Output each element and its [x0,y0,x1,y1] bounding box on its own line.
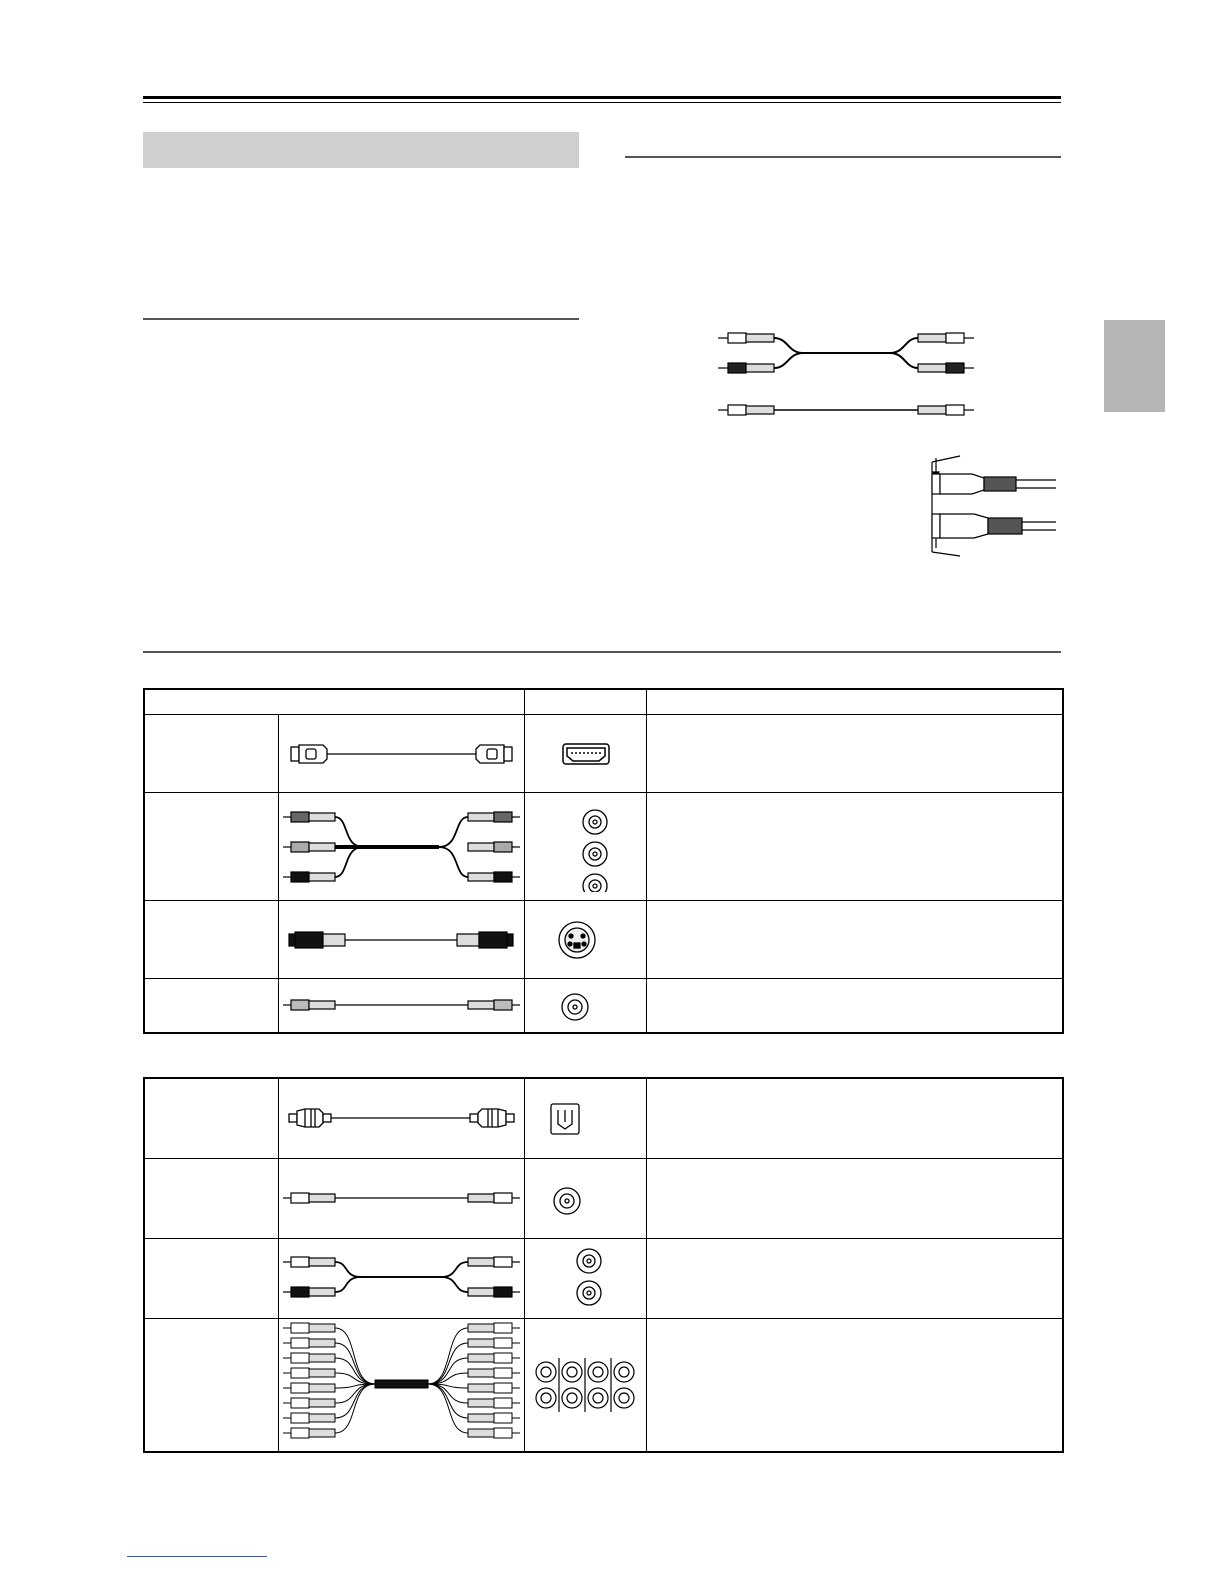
row-label [144,1318,279,1452]
table-row [144,1238,1063,1318]
row-description [647,1158,1064,1238]
table-row [144,1318,1063,1452]
header-rule-thick [143,96,1061,99]
row-label [144,1238,279,1318]
row-label [144,793,279,901]
plug-insertion-illustration [922,452,1062,560]
footer-link-underline [127,1556,267,1557]
row-label [144,979,279,1033]
row-label [144,1078,279,1158]
s-video-jack-icon [525,901,647,979]
optical-jack-icon [525,1078,647,1158]
subsection-rule-right [625,156,1061,158]
table-row [144,979,1063,1033]
coaxial-cable-icon [279,1158,525,1238]
header-jack [525,689,647,715]
table-row [144,715,1063,793]
row-description [647,1078,1064,1158]
header-description [647,689,1064,715]
table-row [144,1158,1063,1238]
subsection-rule-left [143,318,579,320]
optical-cable-icon [279,1078,525,1158]
table-row [144,1078,1063,1158]
analog-stereo-jacks-icon [525,1238,647,1318]
composite-video-jack-icon [525,979,647,1033]
multichannel-jacks-icon [525,1318,647,1452]
subsection-rule-full [143,651,1061,653]
chapter-side-tab [1104,320,1165,412]
row-label [144,901,279,979]
row-label [144,1158,279,1238]
hdmi-cable-icon [279,715,525,793]
composite-video-cable-icon [279,979,525,1033]
row-label [144,715,279,793]
rca-cables-illustration [718,326,976,422]
component-video-jacks-icon [525,793,647,901]
header-cable [144,689,525,715]
hdmi-jack-icon [525,715,647,793]
row-description [647,1238,1064,1318]
audio-connections-table [143,1077,1064,1453]
row-description [647,715,1064,793]
table-row [144,793,1063,901]
header-rule-thin [143,102,1061,103]
row-description [647,901,1064,979]
s-video-cable-icon [279,901,525,979]
component-video-cable-icon [279,793,525,901]
analog-stereo-cable-icon [279,1238,525,1318]
row-description [647,1318,1064,1452]
row-description [647,793,1064,901]
coaxial-jack-icon [525,1158,647,1238]
video-connections-table [143,688,1064,1034]
section-title-bar [143,132,579,168]
multichannel-cable-icon [279,1318,525,1452]
row-description [647,979,1064,1033]
table-row [144,901,1063,979]
table-header-row [144,689,1063,715]
